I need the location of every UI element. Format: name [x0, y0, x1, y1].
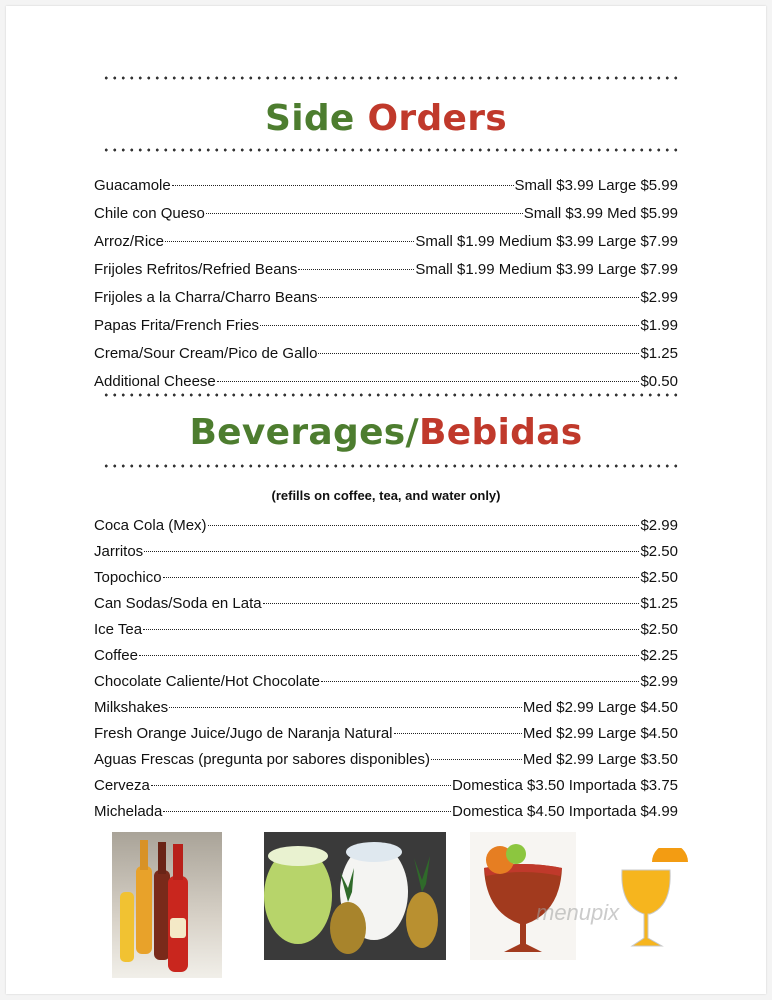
menu-item-row [94, 565, 678, 591]
menu-item-row [94, 773, 678, 799]
dot-leader [169, 707, 522, 708]
menu-item-row [94, 747, 678, 773]
dot-leader [206, 213, 523, 214]
menu-item-price: Med $2.99 Large $3.50 [522, 751, 678, 768]
dot-leader [318, 353, 639, 354]
aguas-frescas-photo [264, 832, 446, 960]
menu-item-row [94, 368, 678, 396]
dot-leader [431, 759, 522, 760]
watermark-text: menupix [536, 900, 620, 925]
menu-item-row [94, 617, 678, 643]
menu-item-price: $2.50 [640, 621, 678, 638]
orange-juice-glass-icon [612, 848, 692, 952]
menu-item-price: Small $3.99 Large $5.99 [514, 177, 678, 194]
dot-leader [139, 655, 640, 656]
menu-item-name: Can Sodas/Soda en Lata [94, 595, 262, 612]
menu-item-name: Aguas Frescas (pregunta por sabores disponibles) [94, 751, 431, 768]
menu-item-row [94, 256, 678, 284]
menu-item-price: Domestica $3.50 Importada $3.75 [452, 777, 678, 794]
beverages-title: Beverages/Bebidas [189, 412, 583, 453]
dot-leader [165, 241, 414, 242]
menu-item-row [94, 643, 678, 669]
menu-item-row [94, 591, 678, 617]
menu-item-name: Milkshakes [94, 699, 169, 716]
bottles-icon [112, 832, 222, 978]
menu-item-price: Med $2.99 Large $4.50 [522, 699, 678, 716]
dot-leader [143, 629, 639, 630]
menu-item-price: Small $1.99 Medium $3.99 Large $7.99 [415, 233, 678, 250]
menu-item-name: Chocolate Caliente/Hot Chocolate [94, 673, 320, 690]
menu-item-row [94, 695, 678, 721]
dot-leader [260, 325, 639, 326]
side-orders-title: Side Orders [264, 98, 508, 139]
menu-item-price: $2.99 [640, 289, 678, 306]
menu-item-name: Papas Frita/French Fries [94, 317, 260, 334]
menu-item-price: Med $2.99 Large $4.50 [522, 725, 678, 742]
menu-item-row [94, 200, 678, 228]
aguas-frescas-icon [264, 832, 446, 960]
menu-item-name: Coffee [94, 647, 138, 664]
menu-item-row [94, 669, 678, 695]
menu-item-price: $2.50 [640, 543, 678, 560]
michelada-photo [470, 832, 576, 960]
dot-leader [394, 733, 522, 734]
menu-item-name: Coca Cola (Mex) [94, 517, 207, 534]
menu-item-price: $2.25 [640, 647, 678, 664]
menu-item-price: $1.99 [640, 317, 678, 334]
dot-leader [321, 681, 639, 682]
dotted-divider [102, 464, 680, 468]
dot-leader [298, 269, 414, 270]
menu-item-name: Frijoles a la Charra/Charro Beans [94, 289, 318, 306]
menu-item-row [94, 721, 678, 747]
menu-item-row [94, 228, 678, 256]
menu-item-price: $0.50 [640, 373, 678, 390]
menu-item-price: $1.25 [640, 345, 678, 362]
side-orders-list [94, 172, 678, 396]
menu-item-name: Fresh Orange Juice/Jugo de Naranja Natural [94, 725, 393, 742]
menu-item-name: Crema/Sour Cream/Pico de Gallo [94, 345, 318, 362]
jarritos-bottles-photo [112, 832, 222, 978]
dot-leader [163, 811, 451, 812]
menu-item-price: $2.99 [640, 517, 678, 534]
dot-leader [318, 297, 639, 298]
menu-item-row [94, 513, 678, 539]
menu-item-name: Jarritos [94, 543, 144, 560]
menu-item-price: $2.50 [640, 569, 678, 586]
menu-item-price: Small $3.99 Med $5.99 [523, 205, 678, 222]
menu-item-price: Domestica $4.50 Importada $4.99 [452, 803, 678, 820]
menu-item-row [94, 312, 678, 340]
menu-item-price: Small $1.99 Medium $3.99 Large $7.99 [415, 261, 678, 278]
dot-leader [144, 551, 639, 552]
dotted-divider [102, 148, 680, 152]
refills-note: (refills on coffee, tea, and water only) [271, 488, 501, 503]
menu-item-price: $1.25 [640, 595, 678, 612]
menu-item-name: Ice Tea [94, 621, 143, 638]
menu-item-name: Topochico [94, 569, 162, 586]
menu-item-row [94, 340, 678, 368]
menu-item-row [94, 172, 678, 200]
menu-item-name: Guacamole [94, 177, 171, 194]
menu-item-price: $2.99 [640, 673, 678, 690]
menu-item-name: Michelada [94, 803, 163, 820]
menu-item-name: Frijoles Refritos/Refried Beans [94, 261, 298, 278]
dot-leader [151, 785, 451, 786]
beverages-list [94, 513, 678, 825]
menu-item-name: Additional Cheese [94, 373, 216, 390]
menu-item-name: Arroz/Rice [94, 233, 165, 250]
dot-leader [208, 525, 640, 526]
michelada-glass-icon [470, 832, 576, 960]
menu-item-row [94, 799, 678, 825]
dot-leader [163, 577, 640, 578]
menu-item-name: Cerveza [94, 777, 150, 794]
dot-leader [263, 603, 640, 604]
dot-leader [217, 381, 640, 382]
dot-leader [172, 185, 514, 186]
dotted-divider [102, 76, 680, 80]
orange-juice-photo [612, 848, 692, 952]
dotted-divider [102, 393, 680, 397]
menu-item-row [94, 539, 678, 565]
menu-item-name: Chile con Queso [94, 205, 205, 222]
menu-item-row [94, 284, 678, 312]
